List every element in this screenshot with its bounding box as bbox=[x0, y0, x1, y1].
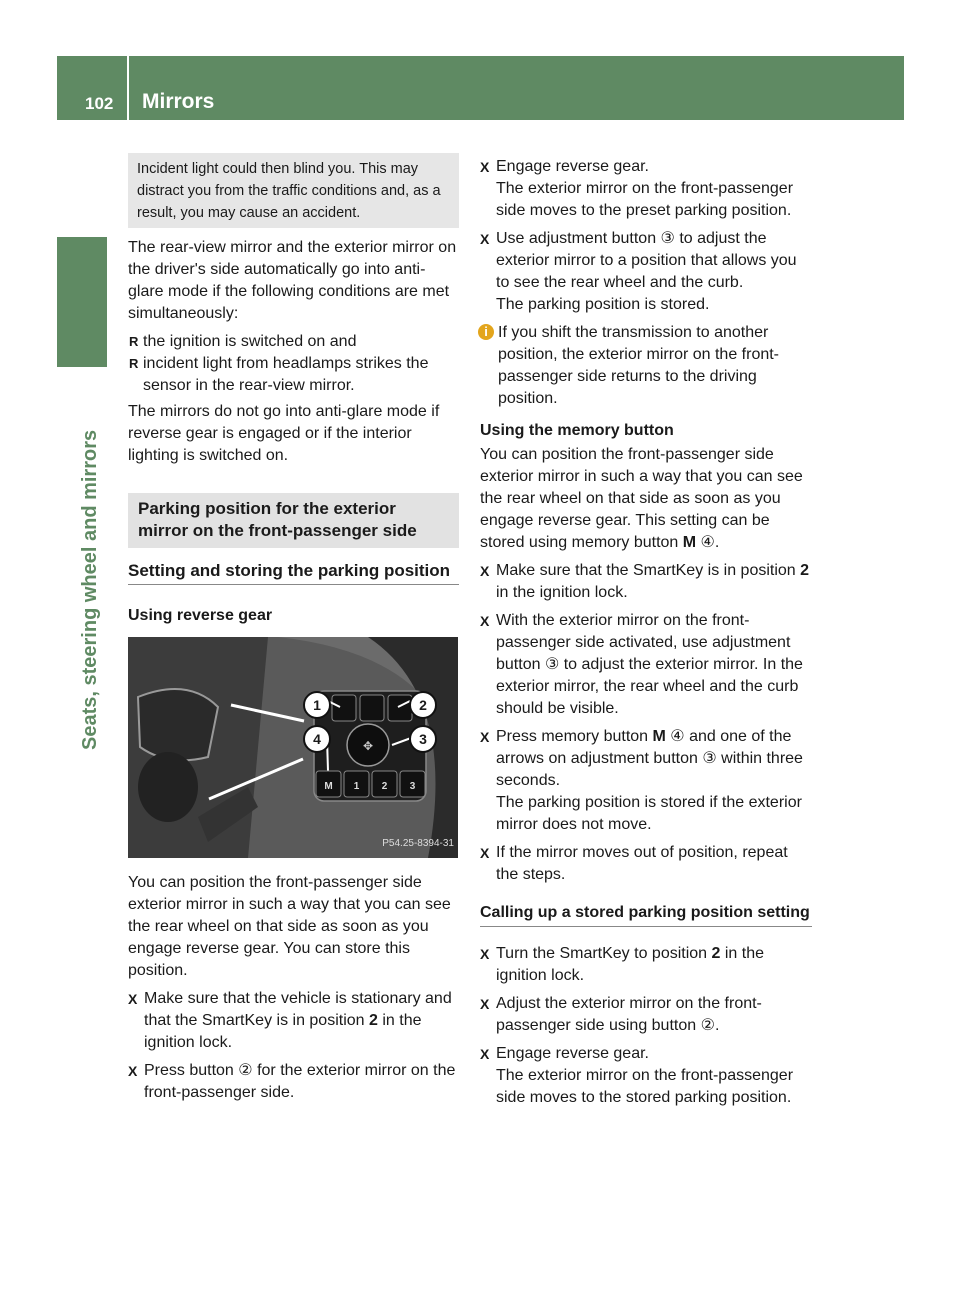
bullet-item: R incident light from headlamps strikes the sensor in the rear-view mirror. bbox=[128, 353, 459, 397]
paragraph: The rear-view mirror and the exterior mirror on the driver's side automatically go into anti-glare mode if the following conditions are met simultaneously: bbox=[128, 239, 457, 322]
page-number: 102 bbox=[85, 94, 114, 113]
action-marker-icon: X bbox=[480, 563, 490, 579]
action-marker-icon: X bbox=[480, 946, 490, 962]
action-marker-icon: X bbox=[128, 1063, 138, 1079]
callout-2: 2 bbox=[409, 691, 437, 719]
action-step: X Use adjustment button ③ to adjust the exterior mirror to a position that allows you to see the rear wheel and the curb. The parking position is stored. bbox=[480, 230, 797, 313]
action-step: X Press button ② for the exterior mirror on the front-passenger side. bbox=[128, 1062, 456, 1101]
warning-note: Incident light could then blind you. This may distract you from the traffic conditions and, as a result, you may cause an accident. bbox=[128, 153, 459, 228]
page-header bbox=[57, 56, 904, 120]
action-marker-icon: X bbox=[480, 159, 490, 175]
action-marker-icon: X bbox=[480, 996, 490, 1012]
paragraph: You can position the front-passenger side exterior mirror in such a way that you can see the rear wheel on that side as soon as you engage reverse gear. This setting can be stored using memory button M ④. bbox=[480, 446, 803, 551]
left-column bbox=[128, 157, 459, 1110]
bullet-item: R the ignition is switched on and bbox=[128, 331, 459, 353]
callout-4: 4 bbox=[303, 725, 331, 753]
chapter-label: Seats, steering wheel and mirrors bbox=[79, 429, 101, 750]
chapter-tab bbox=[57, 237, 107, 367]
action-step: X If the mirror moves out of position, repeat the steps. bbox=[480, 844, 788, 883]
right-column bbox=[480, 156, 812, 1115]
figure-caption: P54.25-8394-31 bbox=[382, 838, 454, 849]
action-marker-icon: X bbox=[480, 231, 490, 247]
door-panel-illustration bbox=[128, 637, 458, 858]
memory-key-label: 2 bbox=[381, 781, 388, 792]
subsection-title: Setting and storing the parking position bbox=[128, 560, 459, 585]
action-step: X Turn the SmartKey to position 2 in the ignition lock. bbox=[480, 945, 765, 984]
svg-text:✥: ✥ bbox=[362, 739, 374, 753]
subsection-title: Calling up a stored parking position setting bbox=[480, 902, 812, 927]
memory-key-label: 3 bbox=[409, 781, 416, 792]
callout-1: 1 bbox=[303, 691, 331, 719]
bullet-list bbox=[128, 331, 459, 397]
action-marker-icon: X bbox=[480, 613, 490, 629]
action-step: X Make sure that the vehicle is stationary and that the SmartKey is in position 2 in the ignition lock. bbox=[128, 990, 452, 1051]
action-step: X Press memory button M ④ and one of the arrows on adjustment button ③ within three seconds. The parking position is stored if the exterior mirror does not move. bbox=[480, 728, 803, 833]
info-note: i If you shift the transmission to another position, the exterior mirror on the front-passenger side returns to the driving position. bbox=[480, 322, 812, 410]
action-step: X Make sure that the SmartKey is in position 2 in the ignition lock. bbox=[480, 562, 810, 601]
header-divider bbox=[127, 56, 129, 120]
info-icon: i bbox=[478, 324, 494, 340]
action-step: X Engage reverse gear. The exterior mirror on the front-passenger side moves to the preset parking position. bbox=[480, 158, 794, 219]
memory-key-label: 1 bbox=[353, 781, 360, 792]
action-marker-icon: X bbox=[480, 1046, 490, 1062]
action-marker-icon: X bbox=[128, 991, 138, 1007]
action-marker-icon: X bbox=[480, 845, 490, 861]
action-marker-icon: X bbox=[480, 729, 490, 745]
memory-key-label: M bbox=[324, 781, 333, 792]
section-title: Parking position for the exterior mirror on the front-passenger side bbox=[128, 493, 459, 548]
mirror-control-photo bbox=[128, 637, 458, 858]
paragraph: The mirrors do not go into anti-glare mode if reverse gear is engaged or if the interior lighting is switched on. bbox=[128, 403, 440, 464]
page-title: Mirrors bbox=[142, 90, 215, 113]
action-step: X Adjust the exterior mirror on the front-passenger side using button ②. bbox=[480, 995, 762, 1034]
action-step: X With the exterior mirror on the front-passenger side activated, use adjustment button ③ to adjust the exterior mirror. In the exterior mirror, the rear wheel and the curb should be visible. bbox=[480, 612, 803, 717]
subheading: Using the memory button bbox=[480, 422, 674, 439]
callout-3: 3 bbox=[409, 725, 437, 753]
subheading: Using reverse gear bbox=[128, 607, 273, 624]
paragraph: You can position the front-passenger side exterior mirror in such a way that you can see the rear wheel on that side as soon as you engage reverse gear. You can store this position. bbox=[128, 874, 451, 979]
action-step: X Engage reverse gear. The exterior mirror on the front-passenger side moves to the stored parking position. bbox=[480, 1045, 794, 1106]
